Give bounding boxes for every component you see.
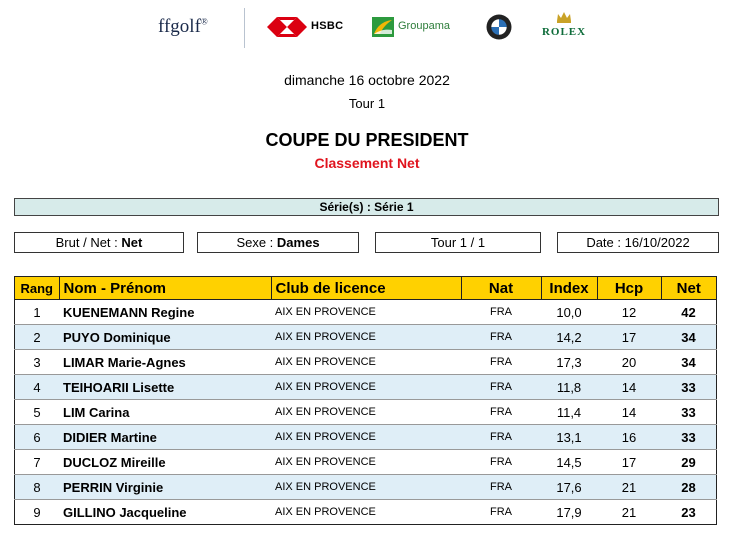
header-nom: Nom - Prénom xyxy=(59,277,271,300)
header-index: Index xyxy=(541,277,597,300)
table-row xyxy=(15,450,717,475)
bmw-roundel-icon xyxy=(486,14,512,40)
cell-hcp: 21 xyxy=(597,475,661,500)
cell-net: 33 xyxy=(661,375,717,400)
table-row xyxy=(15,300,717,325)
rolex-logo xyxy=(539,10,589,38)
logo-divider xyxy=(244,8,245,48)
cell-club: AIX EN PROVENCE xyxy=(271,400,461,425)
registered-icon: ® xyxy=(200,16,208,27)
brut-net-label: Brut / Net : xyxy=(55,235,118,250)
cell-nat: FRA xyxy=(461,475,541,500)
tour-box: Tour 1 / 1 xyxy=(375,232,541,253)
cell-nat: FRA xyxy=(461,500,541,525)
event-date: dimanche 16 octobre 2022 xyxy=(284,72,450,88)
cell-rang: 7 xyxy=(15,450,60,475)
cell-index: 14,2 xyxy=(541,325,597,350)
cell-club: AIX EN PROVENCE xyxy=(271,450,461,475)
sexe-box xyxy=(197,232,359,253)
results-table xyxy=(14,276,717,525)
cell-nom: LIM Carina xyxy=(59,400,271,425)
cell-nom: GILLINO Jacqueline xyxy=(59,500,271,525)
cell-nom: TEIHOARII Lisette xyxy=(59,375,271,400)
cell-nom: DUCLOZ Mireille xyxy=(59,450,271,475)
table-row xyxy=(15,375,717,400)
table-row xyxy=(15,475,717,500)
cell-nat: FRA xyxy=(461,400,541,425)
header-club: Club de licence xyxy=(271,277,461,300)
table-row xyxy=(15,325,717,350)
cell-club: AIX EN PROVENCE xyxy=(271,425,461,450)
table-row xyxy=(15,350,717,375)
cell-hcp: 14 xyxy=(597,375,661,400)
cell-rang: 2 xyxy=(15,325,60,350)
cell-rang: 1 xyxy=(15,300,60,325)
cell-net: 29 xyxy=(661,450,717,475)
cell-hcp: 20 xyxy=(597,350,661,375)
cell-club: AIX EN PROVENCE xyxy=(271,350,461,375)
ffgolf-logo xyxy=(158,16,208,38)
cell-net: 33 xyxy=(661,425,717,450)
table-header-row xyxy=(15,277,717,300)
cell-index: 13,1 xyxy=(541,425,597,450)
cell-hcp: 14 xyxy=(597,400,661,425)
cell-hcp: 12 xyxy=(597,300,661,325)
header-hcp: Hcp xyxy=(597,277,661,300)
ffgolf-logo-text: ffgolf xyxy=(158,16,201,37)
cell-rang: 9 xyxy=(15,500,60,525)
cell-hcp: 17 xyxy=(597,450,661,475)
cell-net: 33 xyxy=(661,400,717,425)
cell-nom: KUENEMANN Regine xyxy=(59,300,271,325)
cell-club: AIX EN PROVENCE xyxy=(271,500,461,525)
cell-hcp: 17 xyxy=(597,325,661,350)
cell-nat: FRA xyxy=(461,450,541,475)
cell-nat: FRA xyxy=(461,375,541,400)
page-subtitle: Classement Net xyxy=(314,155,420,171)
sexe-label: Sexe : xyxy=(236,235,274,250)
cell-rang: 8 xyxy=(15,475,60,500)
cell-rang: 5 xyxy=(15,400,60,425)
cell-nat: FRA xyxy=(461,325,541,350)
cell-net: 28 xyxy=(661,475,717,500)
cell-nom: PUYO Dominique xyxy=(59,325,271,350)
cell-nat: FRA xyxy=(461,425,541,450)
cell-club: AIX EN PROVENCE xyxy=(271,475,461,500)
cell-index: 14,5 xyxy=(541,450,597,475)
header-nat: Nat xyxy=(461,277,541,300)
groupama-leaf-icon xyxy=(372,17,394,37)
cell-club: AIX EN PROVENCE xyxy=(271,300,461,325)
table-row xyxy=(15,400,717,425)
serie-banner: Série(s) : Série 1 xyxy=(14,198,719,216)
event-tour: Tour 1 xyxy=(348,96,386,111)
brut-net-box xyxy=(14,232,184,253)
cell-hcp: 21 xyxy=(597,500,661,525)
cell-index: 11,8 xyxy=(541,375,597,400)
cell-index: 10,0 xyxy=(541,300,597,325)
table-row xyxy=(15,500,717,525)
rolex-logo-text: ROLEX xyxy=(541,26,587,38)
cell-net: 34 xyxy=(661,350,717,375)
crown-icon xyxy=(556,11,572,23)
cell-net: 34 xyxy=(661,325,717,350)
header-net: Net xyxy=(661,277,717,300)
cell-index: 17,6 xyxy=(541,475,597,500)
bmw-logo xyxy=(486,14,512,45)
cell-rang: 4 xyxy=(15,375,60,400)
cell-index: 17,3 xyxy=(541,350,597,375)
cell-hcp: 16 xyxy=(597,425,661,450)
cell-net: 23 xyxy=(661,500,717,525)
cell-club: AIX EN PROVENCE xyxy=(271,375,461,400)
hsbc-hexagon-icon xyxy=(267,17,307,37)
cell-nom: LIMAR Marie-Agnes xyxy=(59,350,271,375)
date-box: Date : 16/10/2022 xyxy=(557,232,719,253)
brut-net-value: Net xyxy=(121,235,143,250)
cell-net: 42 xyxy=(661,300,717,325)
cell-nat: FRA xyxy=(461,350,541,375)
sponsor-logos xyxy=(136,2,610,52)
cell-nom: DIDIER Martine xyxy=(59,425,271,450)
page-title: COUPE DU PRESIDENT xyxy=(265,130,469,150)
groupama-logo-text: Groupama xyxy=(398,20,450,32)
header-rang: Rang xyxy=(15,277,60,300)
cell-rang: 3 xyxy=(15,350,60,375)
cell-rang: 6 xyxy=(15,425,60,450)
cell-nat: FRA xyxy=(461,300,541,325)
sexe-value: Dames xyxy=(276,235,320,250)
cell-nom: PERRIN Virginie xyxy=(59,475,271,500)
table-row xyxy=(15,425,717,450)
cell-index: 11,4 xyxy=(541,400,597,425)
hsbc-logo-text: HSBC xyxy=(311,20,344,32)
cell-club: AIX EN PROVENCE xyxy=(271,325,461,350)
cell-index: 17,9 xyxy=(541,500,597,525)
